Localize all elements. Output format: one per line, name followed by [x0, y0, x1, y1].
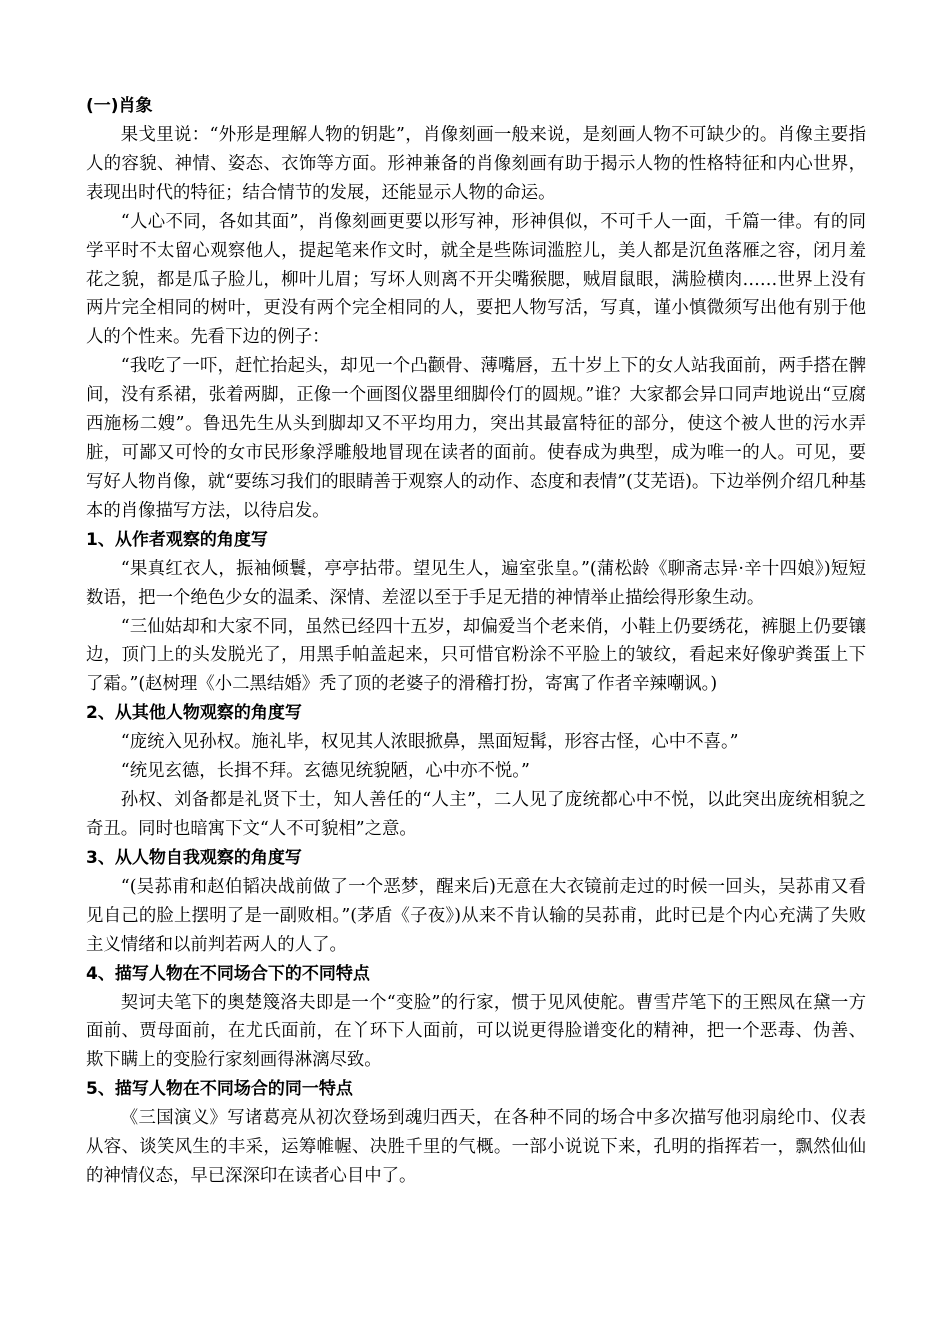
intro-paragraph: “人心不同，各如其面”，肖像刻画更要以形写神，形神俱似，不可千人一面，千篇一律。有的同学平时不太留心观察他人，提起笔来作文时，就全是些陈词滥腔儿，美人都是沉鱼落雁之容，闭月羞花之貌，都是瓜子脸儿，柳叶儿眉；写坏人则离不开尖嘴猴腮，贼眉鼠眼，满脸横肉……世界上没有两片完全相同的树叶，更没有两个完全相同的人，要把人物写活，写真，谨小慎微须写出他有别于他人的个性来。先看下边的例子：: [86, 211, 866, 348]
intro-paragraph: 果戈里说：“外形是理解人物的钥匙”，肖像刻画一般来说，是刻画人物不可缺少的。肖像主要指人的容貌、神情、姿态、衣饰等方面。形神兼备的肖像刻画有助于揭示人物的性格特征和内心世界，表现出时代的特征；结合情节的发展，还能显示人物的命运。: [86, 125, 866, 203]
body-paragraph: 孙权、刘备都是礼贤下士，知人善任的“人主”，二人见了庞统都心中不悦，以此突出庞统相貌之奇丑。同时也暗寓下文“人不可貌相”之意。: [86, 790, 866, 839]
body-paragraph: “(吴荪甫和赵伯韬决战前做了一个恶梦，醒来后)无意在大衣镜前走过的时候一回头，吴荪甫又看见自己的脸上摆明了是一副败相。”(茅盾《子夜》)从来不肯认输的吴荪甫，此时已是个内心充满了失败主义情绪和以前判若两人的人了。: [86, 876, 866, 955]
body-paragraph: “庞统入见孙权。施礼毕，权见其人浓眼掀鼻，黑面短髯，形容古怪，心中不喜。”: [120, 732, 739, 753]
subsection-heading: 2、从其他人物观察的角度写: [86, 703, 302, 724]
document-body: [86, 92, 866, 1191]
body-paragraph: “果真红衣人，振袖倾鬟，亭亭拈带。望见生人，遍室张皇。”(蒲松龄《聊斋志异·辛十四娘》)短短数语，把一个绝色少女的温柔、深情、差涩以至于手足无措的神情举止描绘得形象生动。: [86, 558, 866, 608]
subsection-heading: 5、描写人物在不同场合的同一特点: [86, 1079, 353, 1100]
body-paragraph: “三仙姑却和大家不同，虽然已经四十五岁，却偏爱当个老来俏，小鞋上仍要绣花，裤腿上仍要镶边，顶门上的头发脱光了，用黑手帕盖起来，只可惜官粉涂不平脸上的皱纹，看起来好像驴粪蛋上下了霜。”(赵树理《小二黑结婚》秃了顶的老婆子的滑稽打扮，寄寓了作者辛辣嘲讽。): [86, 616, 866, 695]
body-paragraph: “统见玄德，长揖不拜。玄德见统貌陋，心中亦不悦。”: [120, 761, 530, 782]
section-title: (一)肖象: [86, 96, 153, 116]
intro-paragraph: “我吃了一吓，赶忙抬起头，却见一个凸颧骨、薄嘴唇，五十岁上下的女人站我面前，两手搭在髀间，没有系裙，张着两脚，正像一个画图仪器里细脚伶仃的圆规。”谁？大家都会异口同声地说出“豆腐西施杨二嫂”。鲁迅先生从头到脚却又不平均用力，突出其最富特征的部分，使这个被人世的污水弄脏，可鄙又可怜的女市民形象浮雕般地冒现在读者的面前。使春成为典型，成为唯一的人。可见，要写好人物肖像，就“要练习我们的眼睛善于观察人的动作、态度和表情”(艾芜语)。下边举例介绍几种基本的肖像描写方法，以待启发。: [86, 356, 866, 521]
subsection-heading: 4、描写人物在不同场合下的不同特点: [86, 963, 370, 984]
subsection-heading: 1、从作者观察的角度写: [86, 529, 268, 550]
body-paragraph: 契诃夫笔下的奥楚篾洛夫即是一个“变脸”的行家，惯于见风使舵。曹雪芹笔下的王熙凤在黛一方面前、贾母面前，在尤氏面前，在丫环下人面前，可以说更得脸谱变化的精神，把一个恶毒、伪善、欺下瞒上的变脸行家刻画得淋漓尽致。: [86, 992, 866, 1071]
body-paragraph: 《三国演义》写诸葛亮从初次登场到魂归西天，在各种不同的场合中多次描写他羽扇纶巾、仪表从容、谈笑风生的丰采，运筹帷幄、决胜千里的气概。一部小说说下来，孔明的指挥若一，飘然仙仙的神情仪态，早已深深印在读者心目中了。: [86, 1108, 866, 1187]
subsection-heading: 3、从人物自我观察的角度写: [86, 847, 302, 868]
